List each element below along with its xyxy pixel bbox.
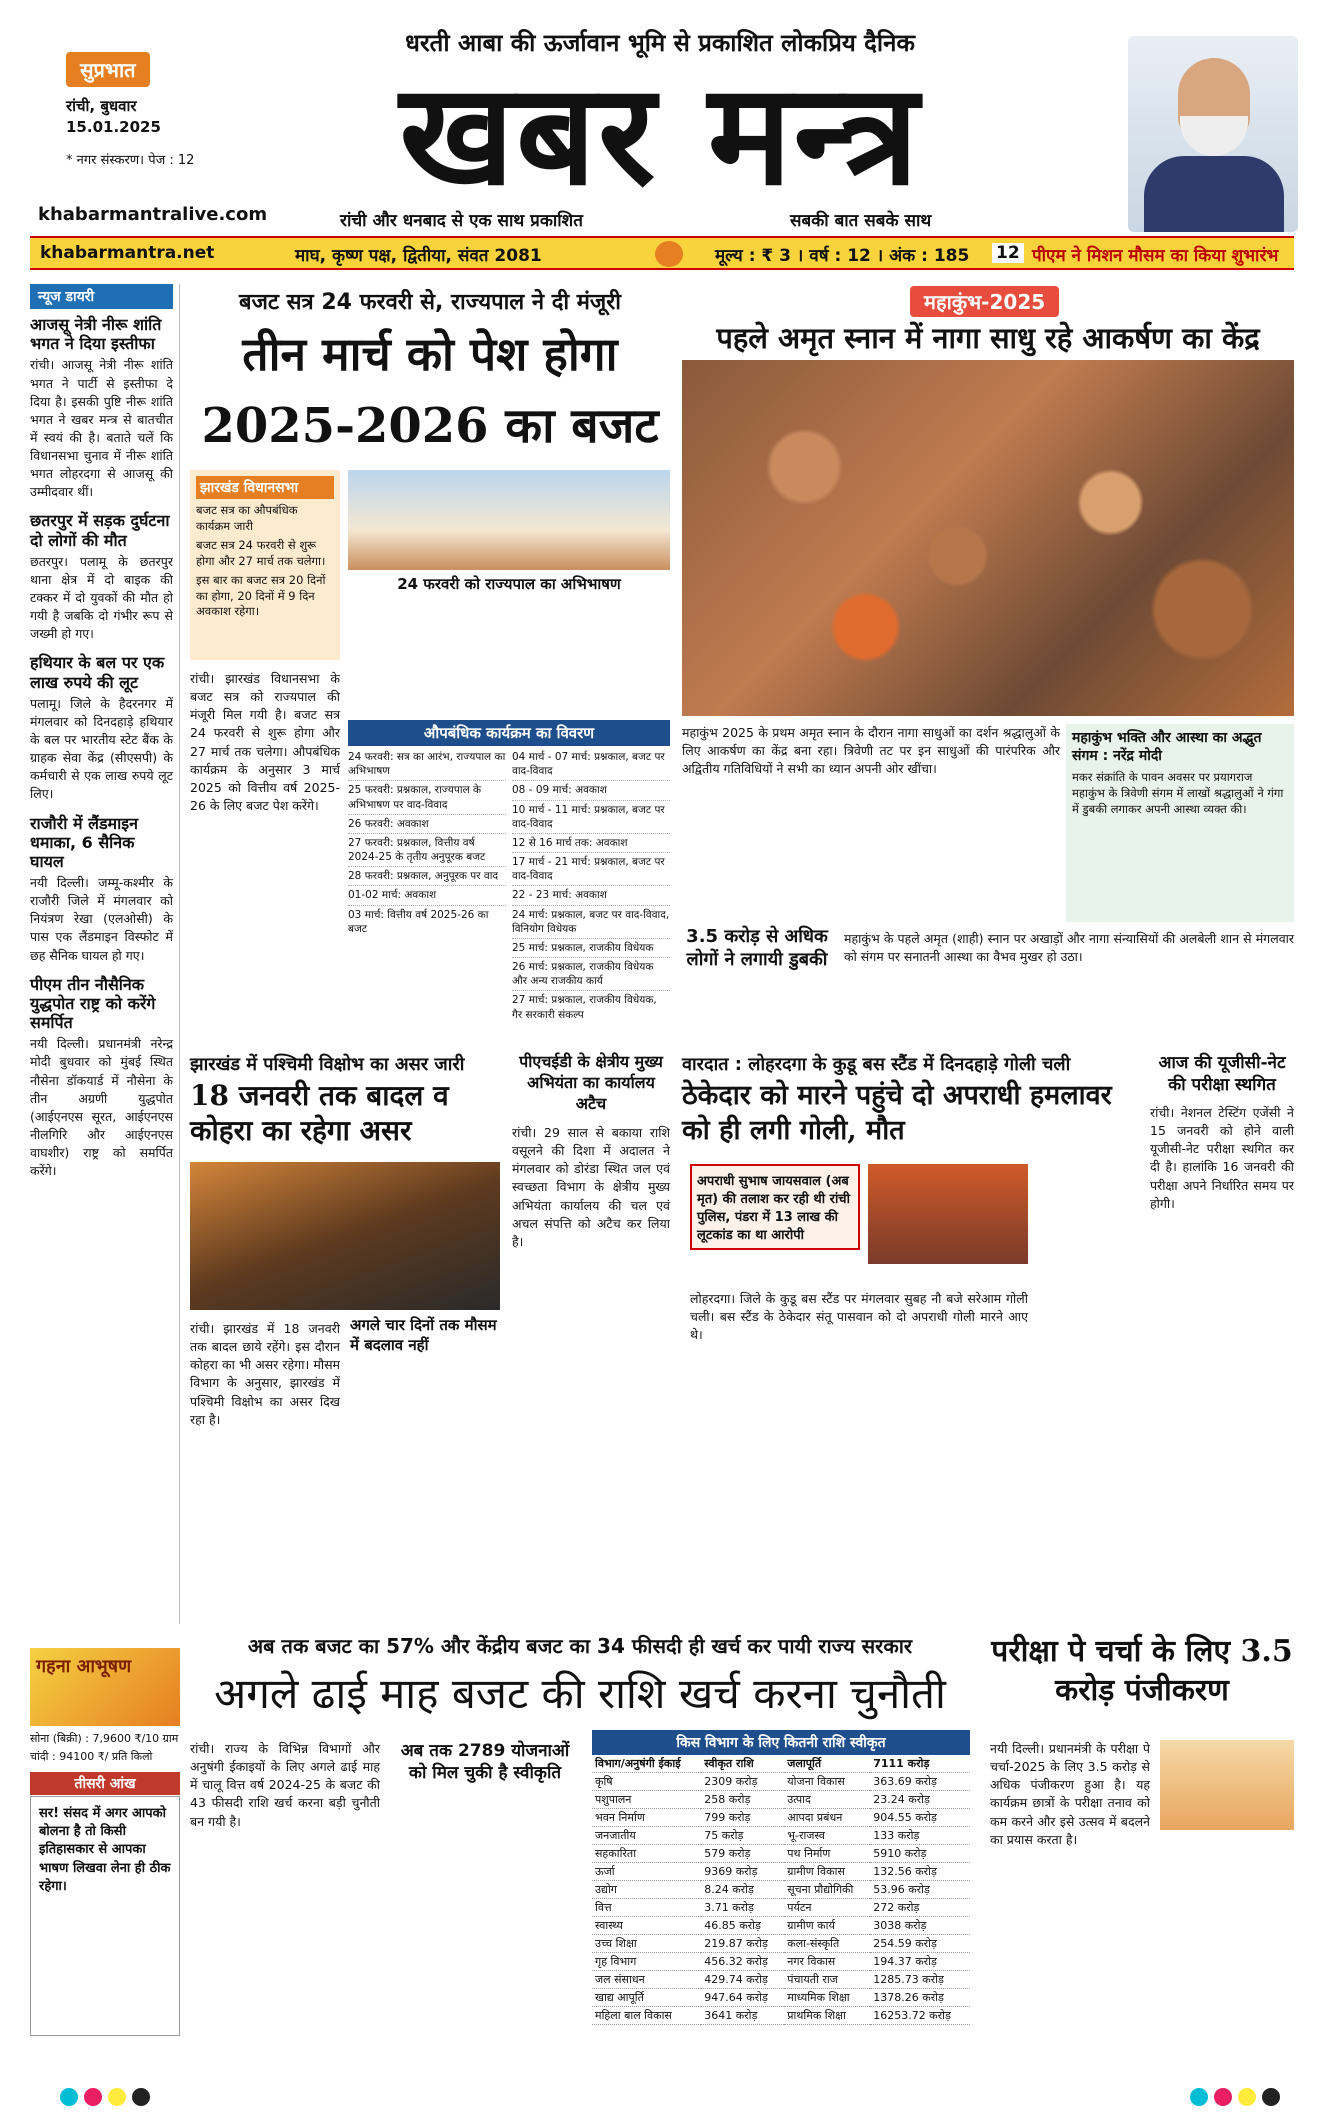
table-cell: 133 करोड़ [870, 1827, 970, 1845]
schedule-item: 27 फरवरी: प्रश्नकाल, वित्तीय वर्ष 2024-25 के तृतीय अनुपूरक बजट [348, 834, 506, 867]
news-diary-item: छतरपुर में सड़क दुर्घटना दो लोगों की मौत छतरपुर। पलामू के छतरपुर थाना क्षेत्र में दो बाइक की टक्कर में दो युवकों की मौत हो गयी है जबकि दो गंभीर रूप से जख्मी हो गए। [30, 511, 173, 642]
table-cell: उच्च शिक्षा [592, 1935, 701, 1953]
modi-box-title: महाकुंभ भक्ति और आस्था का अद्भुत संगम : नरेंद्र मोदी [1072, 730, 1262, 764]
gahna-banner: गहना आभूषण [30, 1648, 180, 1726]
schedule-item: 22 - 23 मार्च: अवकाश [512, 886, 670, 905]
table-cell: ग्रामीण कार्य [784, 1917, 870, 1935]
table-cell: 8.24 करोड़ [701, 1881, 784, 1899]
assembly-building-photo [348, 470, 670, 570]
silver-value: 94100 ₹/ प्रति किलो [59, 1749, 153, 1763]
table-row [592, 1809, 970, 1827]
spending-sub: अब तक 2789 योजनाओं को मिल चुकी है स्वीकृति [400, 1741, 570, 1784]
table-cell: महिला बाल विकास [592, 2007, 701, 2025]
table-cell: 194.37 करोड़ [870, 1953, 970, 1971]
schedule-item: 25 मार्च: प्रश्नकाल, राजकीय विधेयक [512, 939, 670, 958]
table-cell: भू-राजस्व [784, 1827, 870, 1845]
weather-headline: 18 जनवरी तक बादल व कोहरा का रहेगा असर [190, 1079, 449, 1147]
schedule-item: 26 मार्च: प्रश्नकाल, राजकीय विधेयक और अन्य राजकीय कार्य [512, 958, 670, 991]
spending-kicker: अब तक बजट का 57% और केंद्रीय बजट का 34 फीसदी ही खर्च कर पायी राज्य सरकार [247, 1634, 913, 1658]
table-cell: पंचायती राज [784, 1971, 870, 1989]
table-cell: 23.24 करोड़ [870, 1791, 970, 1809]
table-row [592, 1755, 970, 1773]
table-cell: 2309 करोड़ [701, 1773, 784, 1791]
kumbh-tag: महाकुंभ-2025 [910, 286, 1059, 317]
schedule-item: 25 फरवरी: प्रश्नकाल, राज्यपाल के अभिभाषण पर वाद-विवाद [348, 781, 506, 814]
table-cell: 363.69 करोड़ [870, 1773, 970, 1791]
news-diary-item: हथियार के बल पर एक लाख रुपये की लूट पलामू। जिले के हैदरनगर में मंगलवार को दिनदहाड़े हथियार के बल पर भारतीय स्टेट बैंक के ग्राहक सेवा केंद्र (सीएसपी) के कर्मचारी से एक लाख रुपये लूट लिए। [30, 653, 173, 802]
budget-headline-2: 2025-2026 का बजट [201, 398, 659, 454]
weather-photo [190, 1162, 500, 1310]
table-cell: 579 करोड़ [701, 1845, 784, 1863]
registration-mark-icon [1238, 2088, 1256, 2106]
table-cell: सूचना प्रौद्योगिकी [784, 1881, 870, 1899]
portrait-photo [1128, 36, 1298, 232]
news-diary-label: न्यूज डायरी [30, 284, 173, 309]
schedule-item: 17 मार्च - 21 मार्च: प्रश्नकाल, बजट पर वाद-विवाद [512, 853, 670, 886]
spending-headline: अगले ढाई माह बजट की राशि खर्च करना चुनौती [214, 1669, 946, 1718]
modi-box-body: मकर संक्रांति के पावन अवसर पर प्रयागराज महाकुंभ के त्रिवेणी संगम में लाखों श्रद्धालुओं ने गंगा में डुबकी लगाकर अपनी आस्था व्यक्त की। [1072, 770, 1284, 817]
news-diary-item: पीएम तीन नौसैनिक युद्धपोत राष्ट्र को करेंगे समर्पित नयी दिल्ली। प्रधानमंत्री नरेन्द्र मोदी बुधवार को मुंबई स्थित नौसेना डॉकयार्ड में नौसेना के तीन अग्रणी युद्धपोत (आईएनएस सूरत, आईएनएस नीलगिरि और आईएनएस वाघशीर) राष्ट्र को समर्पित करेंगे। [30, 974, 173, 1179]
table-row [592, 2007, 970, 2025]
cartoon-panel [30, 1796, 180, 2036]
table-cell: गृह विभाग [592, 1953, 701, 1971]
schedule-item: 24 फरवरी: सत्र का आरंभ, राज्यपाल का अभिभाषण [348, 748, 506, 781]
site-link[interactable]: khabarmantralive.com [38, 204, 268, 225]
gold-value: 7,9600 ₹/10 ग्राम [92, 1732, 179, 1745]
pwd-body: रांची। 29 साल से बकाया राशि वसूलने की दिशा में अदालत ने मंगलवार को डोरंडा स्थित जल एवं स्वच्छता विभाग के क्षेत्रीय मुख्य अभियंता कार्यालय की चल एवं अचल संपत्ति को अटैच कर लिया है। [512, 1125, 670, 1249]
table-row [592, 1899, 970, 1917]
budget-body: रांची। झारखंड विधानसभा के बजट सत्र को राज्यपाल की मंजूरी मिल गयी है। बजट सत्र 24 फरवरी से शुरू होगा और 27 मार्च तक चलेगा। औपबंधिक कार्यक्रम के अनुसार 3 मार्च 2025 को वित्तीय वर्ष 2025-26 के लिए बजट पेश करेंगे। [190, 671, 340, 813]
table-cell: ग्रामीण विकास [784, 1863, 870, 1881]
weather-kicker: झारखंड में पश्चिमी विक्षोभ का असर जारी [190, 1054, 465, 1075]
modi-box [1066, 724, 1294, 922]
table-cell: योजना विकास [784, 1773, 870, 1791]
table-cell: 947.64 करोड़ [701, 1989, 784, 2007]
edition-info: * नगर संस्करण। पेज : 12 [66, 153, 195, 168]
schedule-item: 27 मार्च: प्रश्नकाल, राजकीय विधेयक, गैर सरकारी संकल्प [512, 994, 657, 1021]
table-cell: स्वीकृत राशि [701, 1755, 784, 1773]
kumbh-callout-body: महाकुंभ के पहले अमृत (शाही) स्नान पर अखाड़ों और नागा संन्यासियों की अलबेली शान से मंगलवार को संगम पर सनातनी आस्था का वैभव मुखर हो उठा। [844, 931, 1294, 965]
crime-photo [868, 1164, 1028, 1264]
table-cell: कला-संस्कृति [784, 1935, 870, 1953]
crime-kicker: वारदात : लोहरदगा के कुडू बस स्टैंड में दिनदहाड़े गोली चली [682, 1054, 1071, 1075]
schedule-item: 28 फरवरी: प्रश्नकाल, अनुपूरक पर वाद [348, 867, 506, 886]
table-cell: 904.55 करोड़ [870, 1809, 970, 1827]
allocation-table [592, 1755, 970, 2025]
table-row [592, 1863, 970, 1881]
ugc-body: रांची। नेशनल टेस्टिंग एजेंसी ने 15 जनवरी को होने वाली यूजीसी-नेट परीक्षा स्थगित कर दी है। हालांकि 16 जनवरी की परीक्षा अपने निर्धारित समय पर होगी। [1150, 1105, 1294, 1211]
table-row [592, 1971, 970, 1989]
table-cell: पथ निर्माण [784, 1845, 870, 1863]
table-cell: जलापूर्ति [784, 1755, 870, 1773]
schedule-left [348, 748, 506, 938]
schedule-item: 10 मार्च - 11 मार्च: प्रश्नकाल, बजट पर वाद-विवाद [512, 801, 670, 834]
table-cell: वित्त [592, 1899, 701, 1917]
left-column [30, 284, 180, 1624]
table-row [592, 1827, 970, 1845]
strip-hindu-date: माघ, कृष्ण पक्ष, द्वितीया, संवत 2081 [295, 246, 542, 266]
kumbh-callout: 3.5 करोड़ से अधिक लोगों ने लगायी डुबकी [686, 926, 828, 970]
cartoon-speech: सर! संसद में अगर आपको बोलना है तो किसी इतिहासकार से आपका भाषण लिखवा लेना ही ठीक रहेगा। [39, 1806, 171, 1894]
table-cell: उद्योग [592, 1881, 701, 1899]
schedule-right [512, 748, 670, 1024]
table-cell: 3641 करोड़ [701, 2007, 784, 2025]
spending-table [592, 1730, 970, 2025]
cartoon-title: तीसरी आंख [30, 1772, 180, 1795]
budget-kicker: बजट सत्र 24 फरवरी से, राज्यपाल ने दी मंजूरी [239, 290, 621, 315]
table-cell: पशुपालन [592, 1791, 701, 1809]
table-cell: 799 करोड़ [701, 1809, 784, 1827]
strip-site[interactable]: khabarmantra.net [40, 243, 215, 263]
news-diary-item: आजसू नेत्री नीरू शांति भगत ने दिया इस्तीफा रांची। आजसू नेत्री नीरू शांति भगत ने पार्टी से इस्तीफा दे दिया है। इसकी पुष्टि नीरू शांति भगत ने खबर मन्त्र से बातचीत में स्वयं की है। बताते चलें कि विधानसभा चुनाव में नीरू शांति भगत लोहरदगा से आजसू की उम्मीदवार थीं। [30, 315, 173, 500]
schedule-item: 04 मार्च - 07 मार्च: प्रश्नकाल, बजट पर वाद-विवाद [512, 748, 670, 781]
table-cell: 75 करोड़ [701, 1827, 784, 1845]
budget-photo-caption: 24 फरवरी को राज्यपाल का अभिभाषण [397, 575, 621, 593]
table-cell: 456.32 करोड़ [701, 1953, 784, 1971]
table-row [592, 1989, 970, 2007]
emblem-icon [655, 241, 683, 267]
masthead-logo: खबर मन्त्र [399, 53, 921, 217]
silver-label: चांदी [30, 1749, 49, 1763]
table-cell: 46.85 करोड़ [701, 1917, 784, 1935]
budget-headline: तीन मार्च को पेश होगा [242, 327, 618, 381]
table-row [592, 1791, 970, 1809]
table-cell: माध्यमिक शिक्षा [784, 1989, 870, 2007]
registration-mark-icon [108, 2088, 126, 2106]
table-cell: ऊर्जा [592, 1863, 701, 1881]
registration-mark-icon [60, 2088, 78, 2106]
table-cell: 254.59 करोड़ [870, 1935, 970, 1953]
table-cell: 1285.73 करोड़ [870, 1971, 970, 1989]
table-cell: 1378.26 करोड़ [870, 1989, 970, 2007]
schedule-item: 03 मार्च: वित्तीय वर्ष 2025-26 का बजट [348, 908, 489, 935]
table-cell: नगर विकास [784, 1953, 870, 1971]
issue-date: 15.01.2025 [66, 118, 161, 136]
gold-label: सोना (बिक्री) [30, 1732, 82, 1745]
table-cell: 3038 करोड़ [870, 1917, 970, 1935]
strip-price: मूल्य : ₹ 3 । वर्ष : 12 । अंक : 185 [715, 246, 970, 266]
table-cell: जल संसाधन [592, 1971, 701, 1989]
table-row [592, 1845, 970, 1863]
ugc-headline: आज की यूजीसी-नेट की परीक्षा स्थगित [1158, 1053, 1286, 1096]
edition-badge: सुप्रभात [66, 52, 150, 87]
schedule-item: 24 मार्च: प्रश्नकाल, बजट पर वाद-विवाद, विनियोग विधेयक [512, 906, 670, 939]
crime-headline: ठेकेदार को मारने पहुंचे दो अपराधी हमलावर को ही लगी गोली, मौत [682, 1080, 1112, 1147]
weather-body: रांची। झारखंड में 18 जनवरी तक बादल छाये रहेंगे। इस दौरान कोहरा का भी असर रहेगा। मौसम विभाग के अनुसार, झारखंड में पश्चिमी विक्षोभ का असर दिख रहा है। [190, 1321, 340, 1427]
schedule-item: 08 - 09 मार्च: अवकाश [512, 781, 670, 800]
weather-sub: अगले चार दिनों तक मौसम में बदलाव नहीं [350, 1316, 497, 1354]
strip-pages: 12 [992, 243, 1024, 263]
spending-body: रांची। राज्य के विभिन्न विभागों और अनुषंगी ईकाइयों के लिए अगले ढाई माह में चालू वित्त वर्ष 2024-25 के बजट की 43 फीसदी राशि खर्च करना बड़ी चुनौती बन गयी है। [190, 1741, 380, 1829]
table-row [592, 1953, 970, 1971]
registration-mark-icon [132, 2088, 150, 2106]
news-diary-item: राजौरी में लैंडमाइन धमाका, 6 सैनिक घायल नयी दिल्ली। जम्मू-कश्मीर के राजौरी जिले में मंगलवार को नियंत्रण रेखा (एलओसी) के पास एक लैंडमाइन विस्फोट में छह सैनिक घायल हो गए। [30, 813, 173, 963]
table-cell: 16253.72 करोड़ [870, 2007, 970, 2025]
table-row [592, 1881, 970, 1899]
kumbh-body: महाकुंभ 2025 के प्रथम अमृत स्नान के दौरान नागा साधुओं का दर्शन श्रद्धालुओं के लिए आकर्षण का केंद्र बना रहा। त्रिवेणी तट पर इन साधुओं की पारंपरिक और अद्वितीय गतिविधियों ने सभी का ध्यान अपनी ओर खींचा। [682, 725, 1060, 777]
table-cell: आपदा प्रबंधन [784, 1809, 870, 1827]
crime-body: लोहरदगा। जिले के कुडू बस स्टैंड पर मंगलवार सुबह नौ बजे सरेआम गोली चली। बस स्टैंड के ठेकेदार संतू पासवान को दो अपराधी गोली मारने आए थे। [690, 1291, 1028, 1343]
city-date: रांची, बुधवार [66, 97, 137, 115]
table-cell: 132.56 करोड़ [870, 1863, 970, 1881]
schedule-item: 26 फरवरी: अवकाश [348, 815, 506, 834]
table-cell: 53.96 करोड़ [870, 1881, 970, 1899]
table-cell: उत्पाद [784, 1791, 870, 1809]
table-cell: 9369 करोड़ [701, 1863, 784, 1881]
strip-promo: पीएम ने मिशन मौसम का किया शुभारंभ [1032, 246, 1279, 266]
gahna-rates: सोना (बिक्री) : 7,9600 ₹/10 ग्राम चांदी : 94100 ₹/ प्रति किलो [30, 1732, 179, 1763]
crime-info-box: अपराधी सुभाष जायसवाल (अब मृत) की तलाश कर रही थी रांची पुलिस, पंडरा में 13 लाख की लूटकांड का था आरोपी [690, 1164, 860, 1250]
registration-mark-icon [84, 2088, 102, 2106]
kumbh-crowd-photo [682, 360, 1294, 716]
table-cell: सहकारिता [592, 1845, 701, 1863]
sub-left: रांची और धनबाद से एक साथ प्रकाशित [340, 211, 583, 231]
schedule-item: 12 से 16 मार्च तक: अवकाश [512, 834, 670, 853]
table-title: किस विभाग के लिए कितनी राशि स्वीकृत [592, 1730, 970, 1755]
budget-box-point: बजट सत्र का औपबंधिक कार्यक्रम जारी [196, 503, 298, 533]
table-cell: 7111 करोड़ [870, 1755, 970, 1773]
table-cell: 258 करोड़ [701, 1791, 784, 1809]
table-cell: कृषि [592, 1773, 701, 1791]
pwd-headline: पीएचईडी के क्षेत्रीय मुख्य अभियंता का कार्यालय अटैच [519, 1052, 663, 1113]
table-cell: खाद्य आपूर्ति [592, 1989, 701, 2007]
table-cell: 3.71 करोड़ [701, 1899, 784, 1917]
table-row [592, 1935, 970, 1953]
schedule-title: औपबंधिक कार्यक्रम का विवरण [348, 720, 670, 746]
schedule-item: 01-02 मार्च: अवकाश [348, 886, 506, 905]
table-cell: 429.74 करोड़ [701, 1971, 784, 1989]
tagline: धरती आबा की ऊर्जावान भूमि से प्रकाशित लोकप्रिय दैनिक [405, 29, 915, 57]
info-strip [30, 236, 1294, 270]
table-cell: 219.87 करोड़ [701, 1935, 784, 1953]
table-cell: भवन निर्माण [592, 1809, 701, 1827]
table-cell: स्वास्थ्य [592, 1917, 701, 1935]
registration-mark-icon [1262, 2088, 1280, 2106]
budget-box-title: झारखंड विधानसभा [196, 476, 334, 499]
pariksha-photo [1160, 1740, 1294, 1830]
budget-box-point: इस बार का बजट सत्र 20 दिनों का होगा, 20 दिनों में 9 दिन अवकाश रहेगा। [196, 573, 326, 619]
budget-info-box [190, 470, 340, 660]
table-cell: पर्यटन [784, 1899, 870, 1917]
table-cell: 272 करोड़ [870, 1899, 970, 1917]
table-row [592, 1773, 970, 1791]
kumbh-headline: पहले अमृत स्नान में नागा साधु रहे आकर्षण का केंद्र [716, 321, 1260, 355]
table-row [592, 1917, 970, 1935]
table-cell: 5910 करोड़ [870, 1845, 970, 1863]
registration-mark-icon [1214, 2088, 1232, 2106]
budget-box-point: बजट सत्र 24 फरवरी से शुरू होगा और 27 मार्च तक चलेगा। [196, 538, 326, 568]
table-cell: जनजातीय [592, 1827, 701, 1845]
table-cell: प्राथमिक शिक्षा [784, 2007, 870, 2025]
pariksha-headline: परीक्षा पे चर्चा के लिए 3.5 करोड़ पंजीकरण [991, 1634, 1293, 1708]
registration-mark-icon [1190, 2088, 1208, 2106]
table-cell: विभाग/अनुषंगी ईकाई [592, 1755, 701, 1773]
sub-right: सबकी बात सबके साथ [790, 211, 932, 231]
pariksha-body: नयी दिल्ली। प्रधानमंत्री के परीक्षा पे चर्चा-2025 के लिए 3.5 करोड़ से अधिक पंजीकरण हुआ है। यह कार्यक्रम छात्रों के परीक्षा तनाव को कम करने और इसे उत्सव में बदलने का प्रयास करता है। [990, 1741, 1150, 1847]
